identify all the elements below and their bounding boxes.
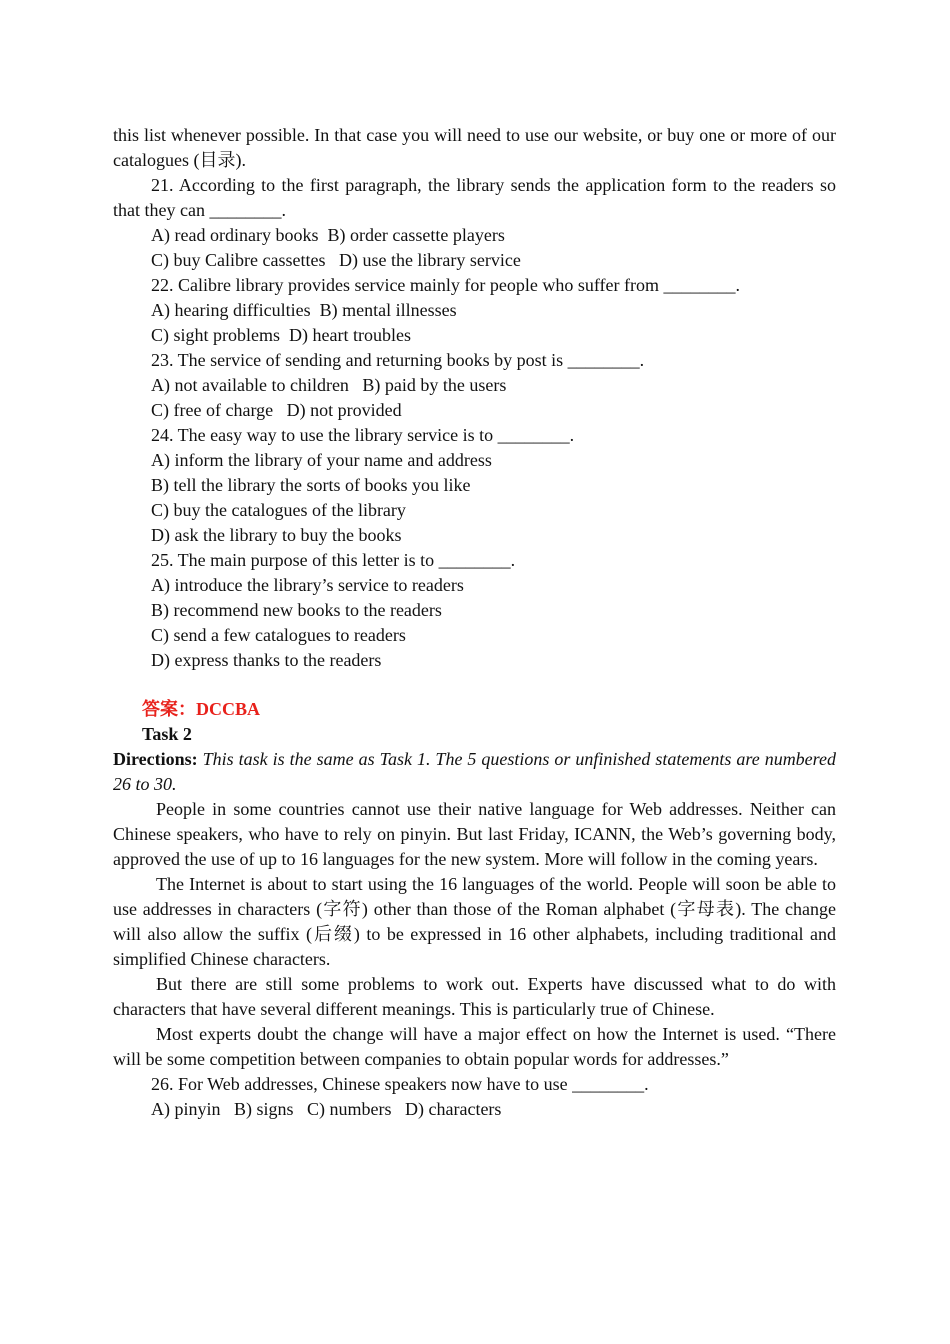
- question-22-options-line-2: C) sight problems D) heart troubles: [151, 325, 411, 345]
- question-25-option-a: A) introduce the library’s service to readers: [151, 575, 464, 595]
- question-25-option-c: C) send a few catalogues to readers: [151, 625, 406, 645]
- question-22-options-line-1: A) hearing difficulties B) mental illnesses: [151, 300, 457, 320]
- document-page: [113, 123, 836, 1122]
- passage-paragraph-4: Most experts doubt the change will have a major effect on how the Internet is used. “There will be some competition between companies to obtain popular words for addresses.”: [113, 1024, 836, 1069]
- question-26-options: A) pinyin B) signs C) numbers D) characters: [151, 1099, 502, 1119]
- directions-label: Directions:: [113, 749, 198, 769]
- question-24-stem: 24. The easy way to use the library service is to ________.: [151, 425, 575, 445]
- question-23-options-line-2: C) free of charge D) not provided: [151, 400, 402, 420]
- directions-text: This task is the same as Task 1. The 5 questions or unfinished statements are numbered 26 to 30.: [113, 749, 837, 794]
- spacer: [113, 673, 836, 697]
- question-24-option-b: B) tell the library the sorts of books you like: [151, 475, 471, 495]
- question-25-option-b: B) recommend new books to the readers: [151, 600, 442, 620]
- question-21-stem: 21. According to the first paragraph, the library sends the application form to the readers so that they can ________.: [113, 175, 836, 220]
- answer-label: 答案：: [142, 699, 196, 719]
- question-25-stem: 25. The main purpose of this letter is to ________.: [151, 550, 516, 570]
- question-24-option-a: A) inform the library of your name and address: [151, 450, 492, 470]
- task-2-title: Task 2: [142, 724, 192, 744]
- answer-key: [113, 697, 836, 722]
- question-24-option-c: C) buy the catalogues of the library: [151, 500, 406, 520]
- passage-paragraph-3: But there are still some problems to work out. Experts have discussed what to do with characters that have several different meanings. This is particularly true of Chinese.: [113, 974, 836, 1019]
- task-2-directions: [113, 747, 836, 797]
- question-23-options-line-1: A) not available to children B) paid by the users: [151, 375, 507, 395]
- question-23-stem: 23. The service of sending and returning books by post is ________.: [151, 350, 645, 370]
- passage-paragraph-2: The Internet is about to start using the 16 languages of the world. People will soon be able to use addresses in characters (字符) other than those of the Roman alphabet (字母表). The change will also allow the suffix (后缀) to be expressed in 16 other alphabets, including traditional and simplified Chinese characters.: [113, 874, 836, 969]
- passage-paragraph-1: People in some countries cannot use their native language for Web addresses. Neither can Chinese speakers, who have to rely on pinyin. But last Friday, ICANN, the Web’s governing body, approved the use of up to 16 languages for the new system. More will follow in the coming years.: [113, 799, 836, 869]
- answer-code: DCCBA: [196, 699, 261, 719]
- question-24-option-d: D) ask the library to buy the books: [151, 525, 402, 545]
- intro-paragraph: this list whenever possible. In that case you will need to use our website, or buy one or more of our catalogues (目录).: [113, 125, 836, 170]
- question-21-options-line-2: C) buy Calibre cassettes D) use the library service: [151, 250, 521, 270]
- question-26-stem: 26. For Web addresses, Chinese speakers now have to use ________.: [151, 1074, 649, 1094]
- question-25-option-d: D) express thanks to the readers: [151, 650, 382, 670]
- question-22-stem: 22. Calibre library provides service mainly for people who suffer from ________.: [151, 275, 741, 295]
- question-21-options-line-1: A) read ordinary books B) order cassette players: [151, 225, 505, 245]
